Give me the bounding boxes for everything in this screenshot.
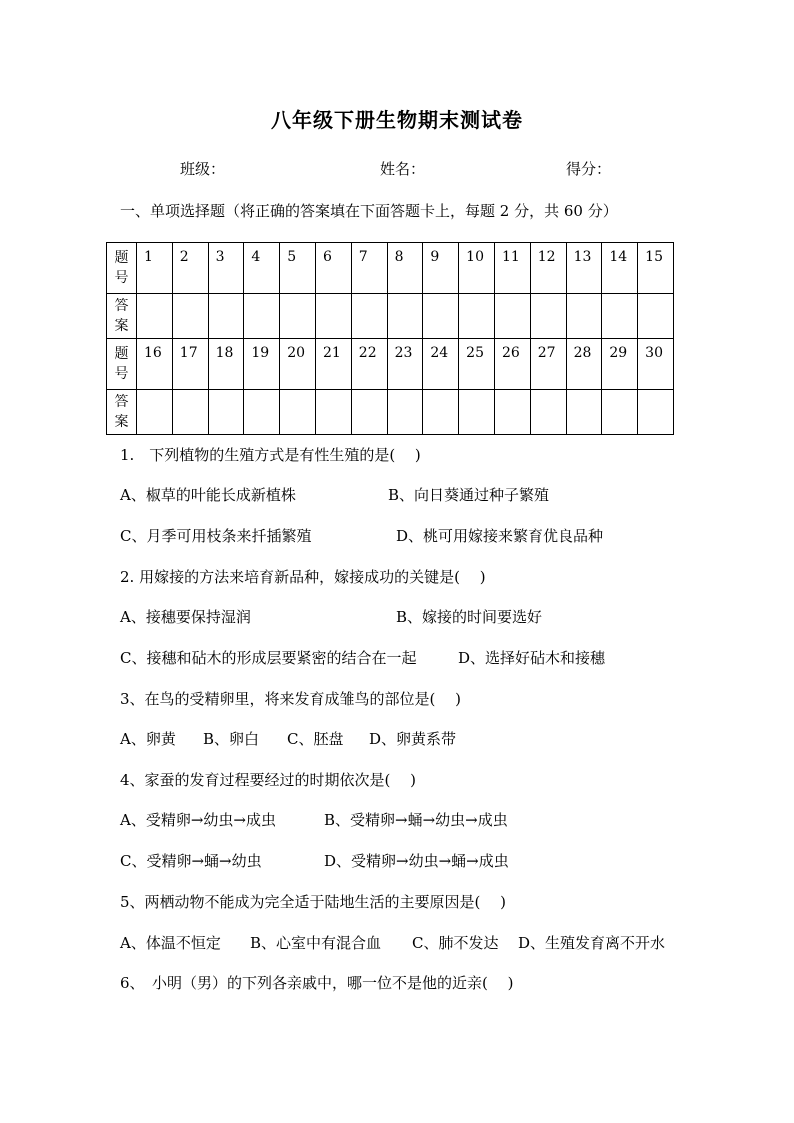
question-number-cell: 19 — [244, 339, 280, 390]
question-2-option-b: B、嫁接的时间要选好 — [396, 608, 543, 626]
answer-cell[interactable] — [172, 390, 208, 435]
answer-cell[interactable] — [459, 390, 495, 435]
question-4-stem: 4、家蚕的发育过程要经过的时期依次是( ) — [120, 771, 417, 789]
question-number-cell: 2 — [172, 243, 208, 294]
answer-cell[interactable] — [423, 294, 459, 339]
question-number-cell: 20 — [280, 339, 316, 390]
answer-cell[interactable] — [315, 294, 351, 339]
question-4-option-a: A、受精卵→幼虫→成虫 — [120, 811, 276, 829]
question-number-cell: 23 — [387, 339, 423, 390]
answer-cell[interactable] — [137, 390, 173, 435]
answer-cell[interactable] — [172, 294, 208, 339]
question-3-option-b: B、卵白 — [203, 730, 260, 748]
question-number-cell: 10 — [459, 243, 495, 294]
question-number-cell: 3 — [208, 243, 244, 294]
answer-cell[interactable] — [137, 294, 173, 339]
question-number-cell: 27 — [530, 339, 566, 390]
question-number-cell: 15 — [638, 243, 674, 294]
answer-card-number-row — [107, 339, 674, 390]
answer-card-table — [106, 242, 674, 435]
answer-cell[interactable] — [315, 390, 351, 435]
question-3-stem: 3、在鸟的受精卵里，将来发育成雏鸟的部位是( ) — [120, 690, 462, 708]
question-5-stem: 5、两栖动物不能成为完全适于陆地生活的主要原因是( ) — [120, 893, 507, 911]
row-label-answer: 答 案 — [107, 390, 137, 435]
answer-cell[interactable] — [566, 294, 602, 339]
question-1-stem: 1. 下列植物的生殖方式是有性生殖的是( ) — [120, 446, 421, 464]
question-1-option-a: A、椒草的叶能长成新植株 — [120, 486, 296, 504]
question-6-stem: 6、 小明（男）的下列各亲戚中，哪一位不是他的近亲( ) — [120, 974, 514, 992]
answer-cell[interactable] — [530, 390, 566, 435]
question-number-cell: 9 — [423, 243, 459, 294]
question-1-option-b: B、向日葵通过种子繁殖 — [388, 486, 550, 504]
answer-cell[interactable] — [387, 390, 423, 435]
question-number-cell: 26 — [494, 339, 530, 390]
question-number-cell: 4 — [244, 243, 280, 294]
answer-cell[interactable] — [387, 294, 423, 339]
row-label-answer: 答 案 — [107, 294, 137, 339]
question-number-cell: 12 — [530, 243, 566, 294]
class-field-label: 班级： — [180, 160, 226, 178]
question-number-cell: 21 — [315, 339, 351, 390]
question-number-cell: 29 — [602, 339, 638, 390]
question-2-stem: 2. 用嫁接的方法来培育新品种，嫁接成功的关键是( ) — [120, 568, 486, 586]
question-number-cell: 25 — [459, 339, 495, 390]
answer-cell[interactable] — [602, 294, 638, 339]
question-number-cell: 5 — [280, 243, 316, 294]
question-number-cell: 11 — [494, 243, 530, 294]
question-number-cell: 22 — [351, 339, 387, 390]
answer-card-answer-row — [107, 294, 674, 339]
question-4-option-c: C、受精卵→蛹→幼虫 — [120, 852, 262, 870]
question-number-cell: 14 — [602, 243, 638, 294]
answer-card-answer-row — [107, 390, 674, 435]
question-number-cell: 8 — [387, 243, 423, 294]
answer-cell[interactable] — [494, 294, 530, 339]
question-4-option-b: B、受精卵→蛹→幼虫→成虫 — [324, 811, 508, 829]
question-3-option-a: A、卵黄 — [120, 730, 176, 748]
question-2-option-a: A、接穗要保持湿润 — [120, 608, 251, 626]
answer-cell[interactable] — [208, 294, 244, 339]
question-number-cell: 28 — [566, 339, 602, 390]
question-number-cell: 18 — [208, 339, 244, 390]
answer-cell[interactable] — [208, 390, 244, 435]
question-1-option-d: D、桃可用嫁接来繁育优良品种 — [396, 527, 604, 545]
section-heading: 一、单项选择题（将正确的答案填在下面答题卡上，每题 2 分，共 60 分） — [120, 202, 618, 220]
question-5-option-c: C、肺不发达 — [412, 934, 499, 952]
answer-cell[interactable] — [351, 390, 387, 435]
question-number-cell: 6 — [315, 243, 351, 294]
answer-cell[interactable] — [638, 390, 674, 435]
question-number-cell: 17 — [172, 339, 208, 390]
question-5-option-a: A、体温不恒定 — [120, 934, 221, 952]
question-5-option-b: B、心室中有混合血 — [250, 934, 382, 952]
answer-cell[interactable] — [351, 294, 387, 339]
question-3-option-d: D、卵黄系带 — [369, 730, 457, 748]
row-label-number: 题 号 — [107, 339, 137, 390]
page-title: 八年级下册生物期末测试卷 — [271, 108, 523, 132]
name-field-label: 姓名： — [380, 160, 426, 178]
answer-cell[interactable] — [423, 390, 459, 435]
question-1-option-c: C、月季可用枝条来扦插繁殖 — [120, 527, 312, 545]
question-number-cell: 30 — [638, 339, 674, 390]
question-number-cell: 13 — [566, 243, 602, 294]
answer-cell[interactable] — [280, 390, 316, 435]
answer-card-number-row — [107, 243, 674, 294]
question-number-cell: 7 — [351, 243, 387, 294]
answer-cell[interactable] — [459, 294, 495, 339]
answer-cell[interactable] — [566, 390, 602, 435]
question-5-option-d: D、生殖发育离不开水 — [518, 934, 666, 952]
question-3-option-c: C、胚盘 — [287, 730, 344, 748]
question-number-cell: 1 — [137, 243, 173, 294]
answer-cell[interactable] — [244, 390, 280, 435]
question-number-cell: 16 — [137, 339, 173, 390]
question-2-option-c: C、接穗和砧木的形成层要紧密的结合在一起 — [120, 649, 417, 667]
question-4-option-d: D、受精卵→幼虫→蛹→成虫 — [324, 852, 509, 870]
answer-cell[interactable] — [602, 390, 638, 435]
answer-cell[interactable] — [280, 294, 316, 339]
answer-cell[interactable] — [494, 390, 530, 435]
answer-cell[interactable] — [244, 294, 280, 339]
question-2-option-d: D、选择好砧木和接穗 — [458, 649, 606, 667]
row-label-number: 题 号 — [107, 243, 137, 294]
answer-cell[interactable] — [530, 294, 566, 339]
answer-cell[interactable] — [638, 294, 674, 339]
score-field-label: 得分： — [566, 160, 612, 178]
question-number-cell: 24 — [423, 339, 459, 390]
